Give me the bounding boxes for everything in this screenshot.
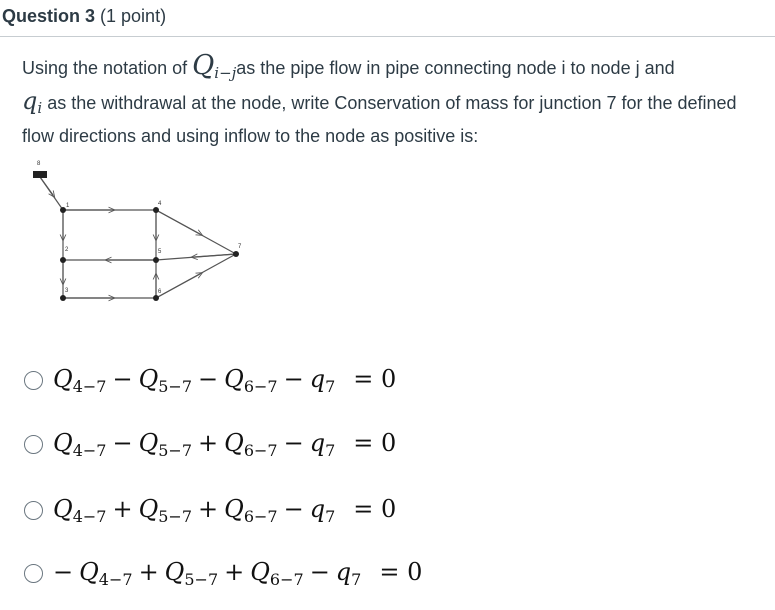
term-symbol: Q — [79, 557, 99, 586]
answer-option[interactable] — [24, 424, 396, 464]
question-number: Question 3 — [2, 6, 96, 26]
operator: − — [112, 428, 133, 457]
equals-rhs: = 0 — [353, 364, 397, 393]
q-symbol: q — [22, 87, 38, 115]
term-symbol: q — [309, 364, 326, 393]
term-symbol: Q — [53, 364, 73, 393]
term-subscript: 7 — [325, 506, 336, 526]
term-subscript: 7 — [325, 376, 336, 396]
term-subscript: 7 — [325, 440, 336, 460]
answer-option[interactable] — [24, 490, 396, 530]
node-label-7: 7 — [238, 244, 242, 250]
operator: − — [283, 364, 304, 393]
term-subscript: 4−7 — [72, 376, 107, 396]
reservoir-icon — [33, 171, 47, 178]
term-subscript: 5−7 — [184, 569, 219, 589]
operator: − — [53, 557, 74, 586]
operator: − — [283, 428, 304, 457]
term-symbol: Q — [224, 428, 244, 457]
radio-button[interactable] — [24, 564, 43, 583]
term-subscript: 5−7 — [158, 506, 193, 526]
Q-symbol: Q — [192, 50, 215, 81]
operator: + — [112, 494, 133, 523]
term-symbol: Q — [250, 557, 270, 586]
term-symbol: Q — [138, 364, 159, 393]
q-subscript: i — [37, 99, 43, 117]
equals-rhs: = 0 — [353, 494, 397, 523]
term-symbol: q — [309, 494, 326, 523]
prompt-text-3: as the withdrawal at the node, write Conservation of mass for junction 7 for the defined flow directions and using inflow to the node as positive is: — [22, 93, 737, 146]
radio-button[interactable] — [24, 435, 43, 454]
term-symbol: Q — [138, 494, 159, 523]
term-symbol: Q — [164, 557, 185, 586]
node-label-4: 4 — [158, 201, 162, 207]
term-subscript: 6−7 — [243, 376, 278, 396]
term-symbol: Q — [53, 494, 73, 523]
term-subscript: 6−7 — [269, 569, 304, 589]
operator: + — [198, 494, 219, 523]
term-subscript: 7 — [351, 569, 362, 589]
term-symbol: Q — [224, 364, 244, 393]
term-symbol: q — [309, 428, 326, 457]
option-equation — [53, 365, 396, 396]
question-points: (1 point) — [100, 6, 167, 26]
pipe-network-diagram — [28, 152, 248, 312]
operator: + — [224, 557, 245, 586]
option-equation — [53, 558, 422, 589]
term-subscript: 4−7 — [72, 506, 107, 526]
prompt-text-2: as the pipe flow in pipe connecting node i to node j and — [236, 58, 675, 78]
operator: + — [198, 428, 219, 457]
prompt-text-1: Using the notation of — [22, 58, 193, 78]
node-label-5: 5 — [158, 249, 162, 255]
answer-option[interactable] — [24, 553, 422, 593]
node-label-2: 2 — [65, 247, 69, 253]
term-symbol: Q — [53, 428, 73, 457]
equals-rhs: = 0 — [353, 428, 397, 457]
operator: − — [112, 364, 133, 393]
operator: − — [309, 557, 330, 586]
node-label-8: 8 — [37, 161, 41, 167]
term-subscript: 5−7 — [158, 376, 193, 396]
question-header — [0, 0, 775, 36]
answer-option[interactable] — [24, 360, 396, 400]
option-equation — [53, 495, 396, 526]
term-symbol: q — [335, 557, 352, 586]
option-equation — [53, 429, 396, 460]
term-subscript: 6−7 — [243, 506, 278, 526]
header-divider — [0, 36, 775, 37]
term-subscript: 4−7 — [98, 569, 133, 589]
radio-button[interactable] — [24, 371, 43, 390]
node-label-1: 1 — [66, 203, 70, 209]
equals-rhs: = 0 — [379, 557, 423, 586]
term-subscript: 6−7 — [243, 440, 278, 460]
Q-subscript: i−j — [214, 64, 237, 82]
operator: − — [283, 494, 304, 523]
question-title — [2, 6, 166, 27]
node-label-6: 6 — [158, 289, 162, 295]
operator: + — [138, 557, 159, 586]
term-symbol: Q — [224, 494, 244, 523]
term-subscript: 5−7 — [158, 440, 193, 460]
term-symbol: Q — [138, 428, 159, 457]
term-subscript: 4−7 — [72, 440, 107, 460]
operator: − — [198, 364, 219, 393]
radio-button[interactable] — [24, 501, 43, 520]
question-prompt — [22, 52, 752, 150]
node-label-3: 3 — [65, 288, 69, 294]
